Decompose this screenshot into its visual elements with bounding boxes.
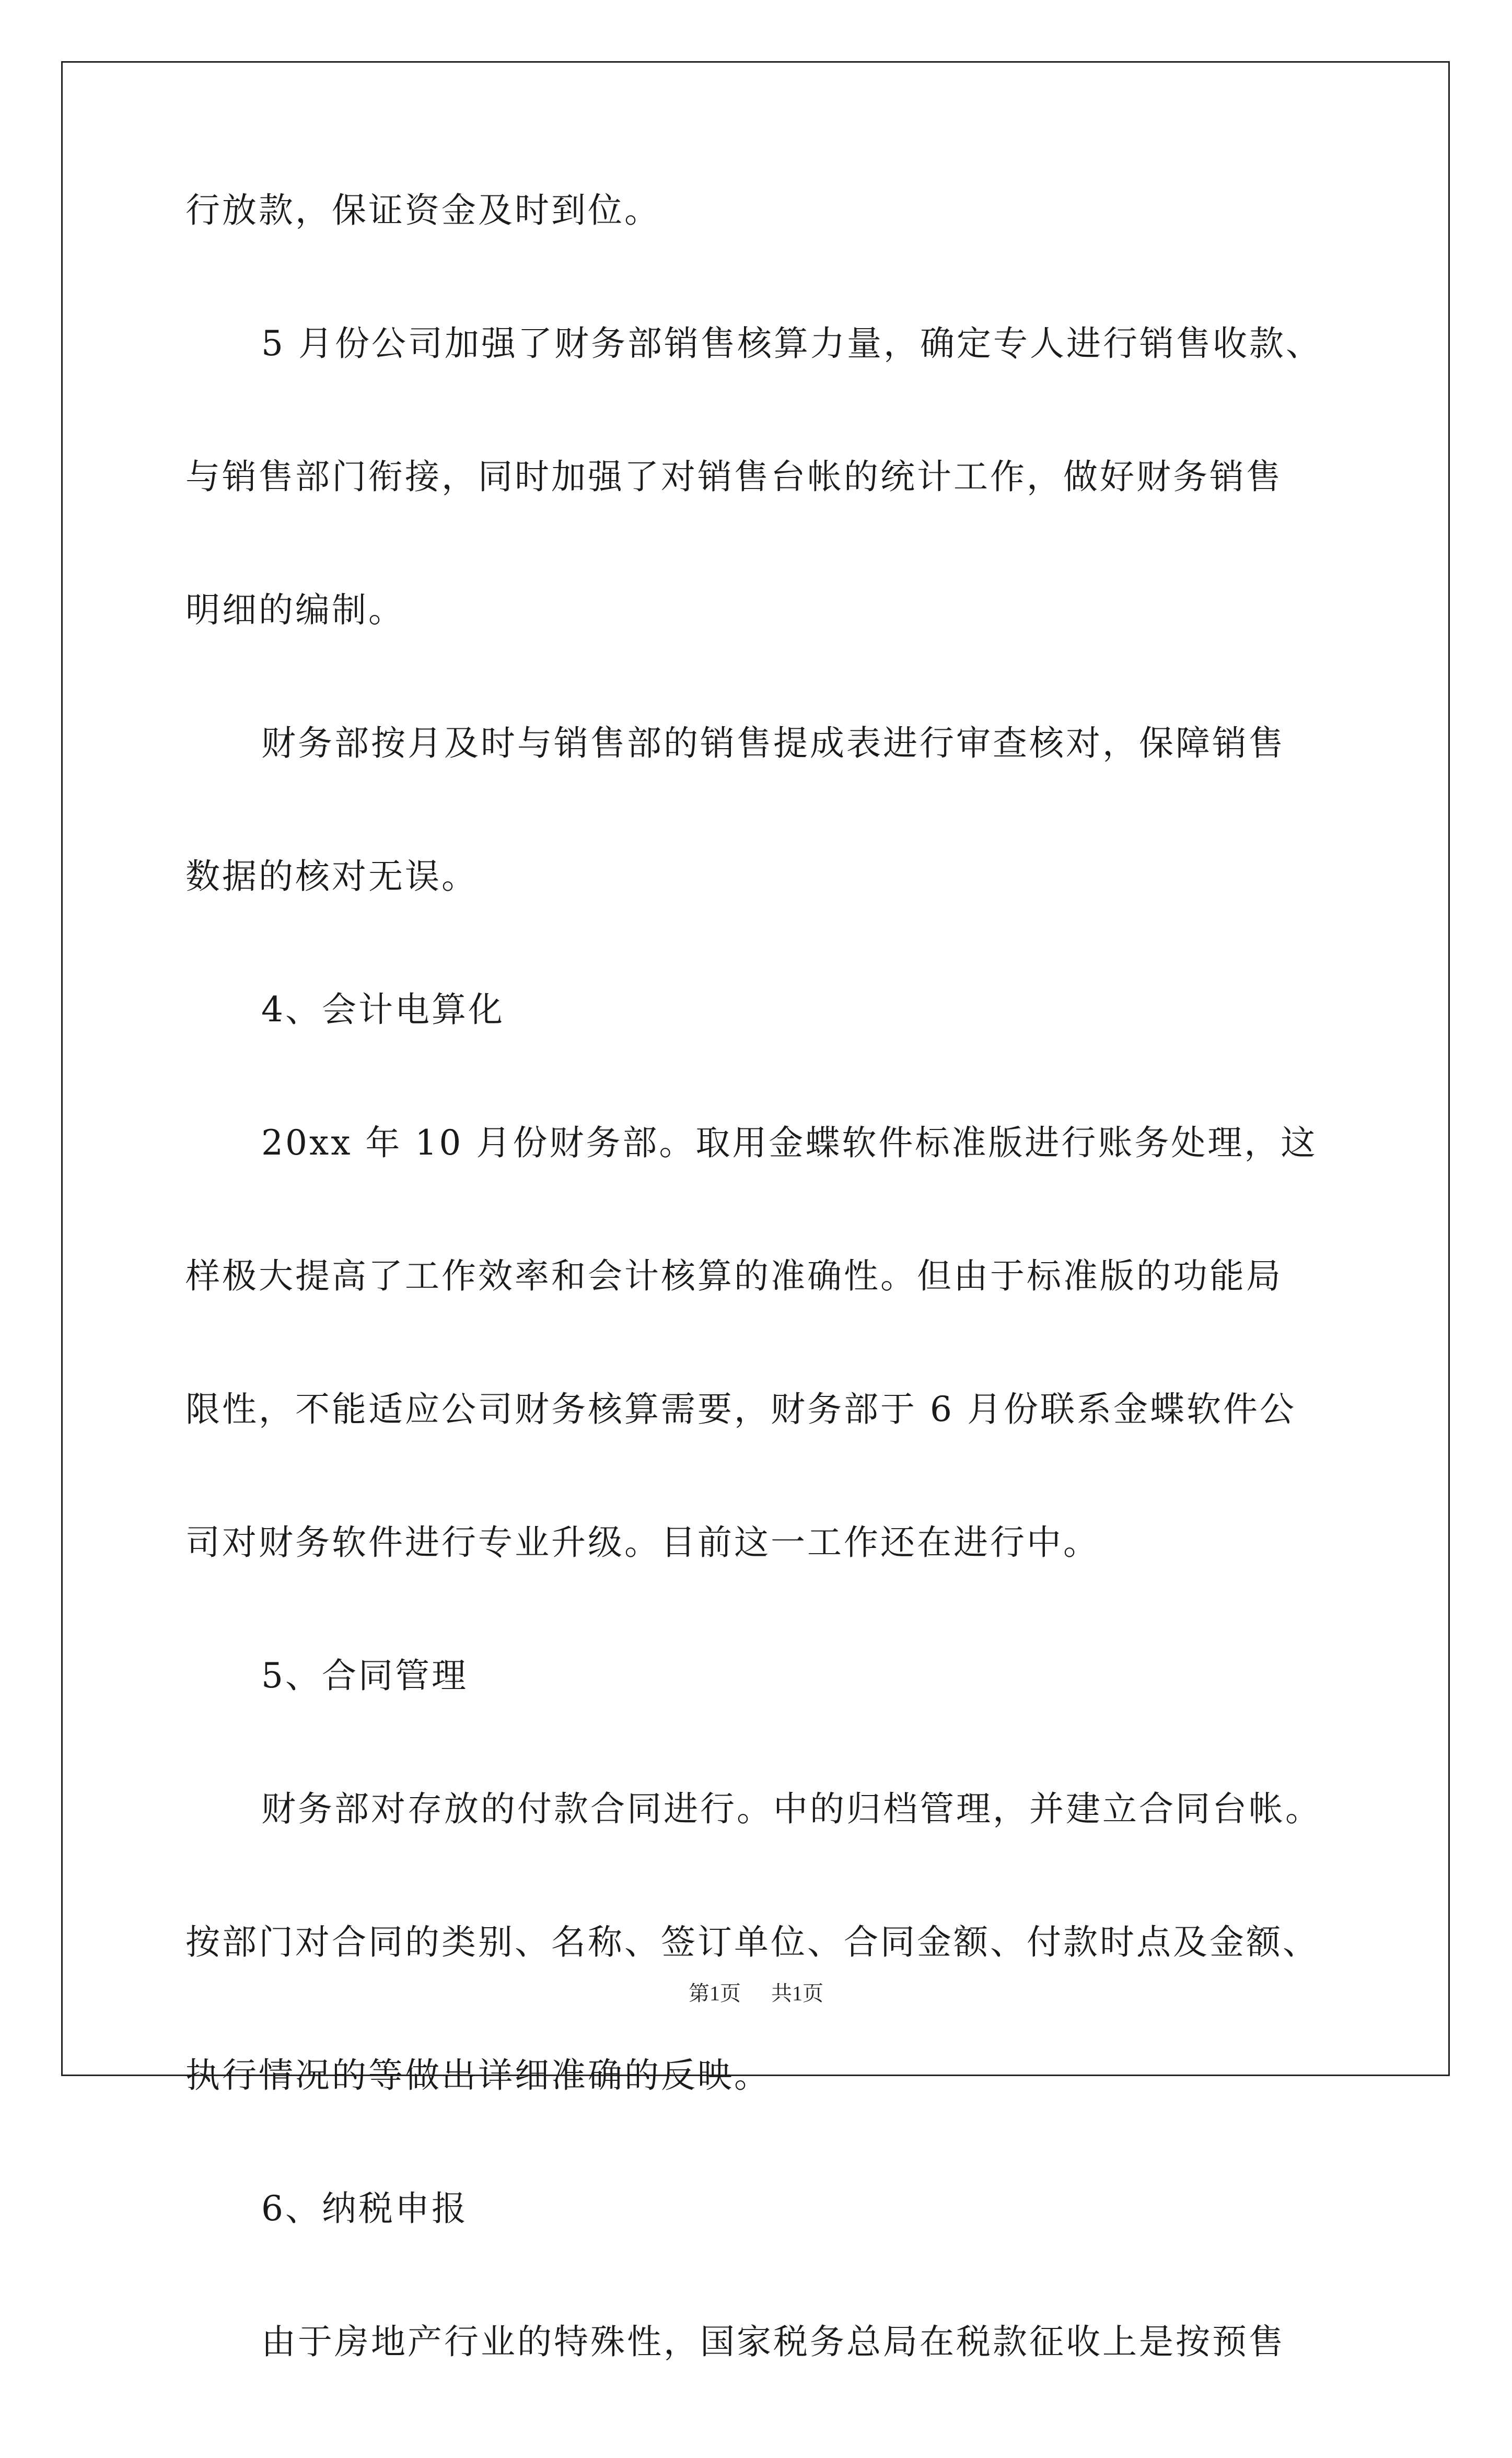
body-line: 执行情况的等做出详细准确的反映。 xyxy=(185,2055,771,2095)
page-number: 第1页 xyxy=(689,1982,741,2005)
page-footer xyxy=(0,1981,1512,2006)
body-line: 财务部按月及时与销售部的销售提成表进行审查核对，保障销售 xyxy=(261,723,1285,763)
body-line: 明细的编制。 xyxy=(185,590,405,630)
body-line: 样极大提高了工作效率和会计核算的准确性。但由于标准版的功能局 xyxy=(185,1256,1283,1296)
body-line: 由于房地产行业的特殊性，国家税务总局在税款征收上是按预售 xyxy=(261,2322,1285,2362)
body-line: 行放款，保证资金及时到位。 xyxy=(185,190,661,230)
body-line: 按部门对合同的类别、名称、签订单位、合同金额、付款时点及金额、 xyxy=(185,1922,1319,1962)
section-heading: 6、纳税申报 xyxy=(261,2188,468,2229)
body-line: 与销售部门衔接，同时加强了对销售台帐的统计工作，做好财务销售 xyxy=(185,457,1283,497)
document-body xyxy=(185,190,1345,2458)
body-line: 20xx 年 10 月份财务部。取用金蝶软件标准版进行账务处理，这 xyxy=(261,1123,1318,1163)
section-heading: 5、合同管理 xyxy=(261,1656,468,1696)
body-line: 限性，不能适应公司财务核算需要，财务部于 6 月份联系金蝶软件公 xyxy=(185,1389,1296,1429)
body-line: 司对财务软件进行专业升级。目前这一工作还在进行中。 xyxy=(185,1522,1100,1563)
body-line: 5 月份公司加强了财务部销售核算力量，确定专人进行销售收款、 xyxy=(261,323,1322,364)
body-line: 数据的核对无误。 xyxy=(185,856,478,896)
page-total: 共1页 xyxy=(771,1982,823,2005)
body-line: 财务部对存放的付款合同进行。中的归档管理，并建立合同台帐。 xyxy=(261,1789,1322,1829)
section-heading: 4、会计电算化 xyxy=(261,989,505,1030)
